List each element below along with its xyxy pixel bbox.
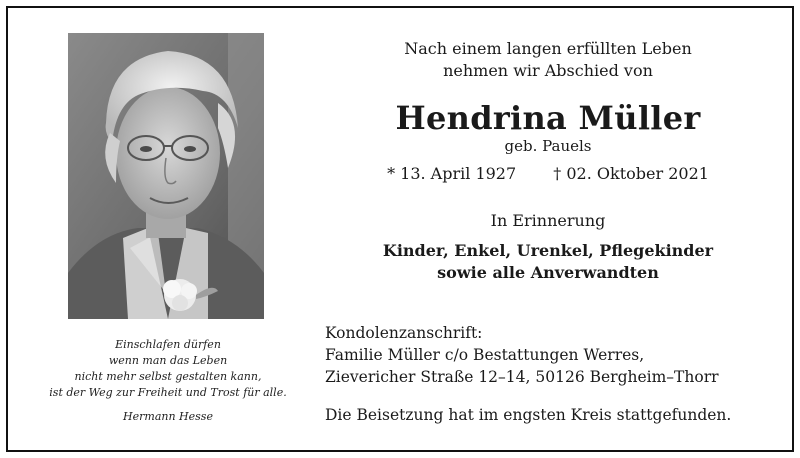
birth-name: geb. Pauels [504,137,592,155]
poem-line: nicht mehr selbst gestalten kann, [74,370,262,383]
poem-line: Einschlafen dürfen [115,338,221,351]
mourners-line-2: sowie alle Anverwandten [437,263,659,282]
birth-date: * 13. April 1927 [387,164,517,183]
mourners-line-1: Kinder, Enkel, Urenkel, Pflegekinder [382,241,714,260]
poem-author: Hermann Hesse [123,410,213,423]
condolence-label: Kondolenzanschrift: [325,324,483,342]
poem [42,337,294,425]
poem-line: wenn man das Leben [108,354,228,367]
intro-line-2: nehmen wir Abschied von [443,61,653,80]
condolence-line-2: Zievericher Straße 12–14, 50126 Bergheim–Thorr [325,368,719,386]
condolence-address [325,322,785,388]
burial-note: Die Beisetzung hat im engsten Kreis stattgefunden. [325,406,732,424]
death-date: † 02. Oktober 2021 [553,164,709,183]
poem-line: ist der Weg zur Freiheit und Trost für alle. [49,386,287,399]
condolence-line-1: Familie Müller c/o Bestattungen Werres, [325,346,645,364]
memory-heading: In Erinnerung [490,211,606,230]
deceased-name: Hendrina Müller [395,99,701,137]
intro-text [320,38,776,82]
life-dates [320,163,776,185]
mourners [320,240,776,284]
intro-line-1: Nach einem langen erfüllten Leben [404,39,692,58]
portrait-photo [68,33,264,319]
